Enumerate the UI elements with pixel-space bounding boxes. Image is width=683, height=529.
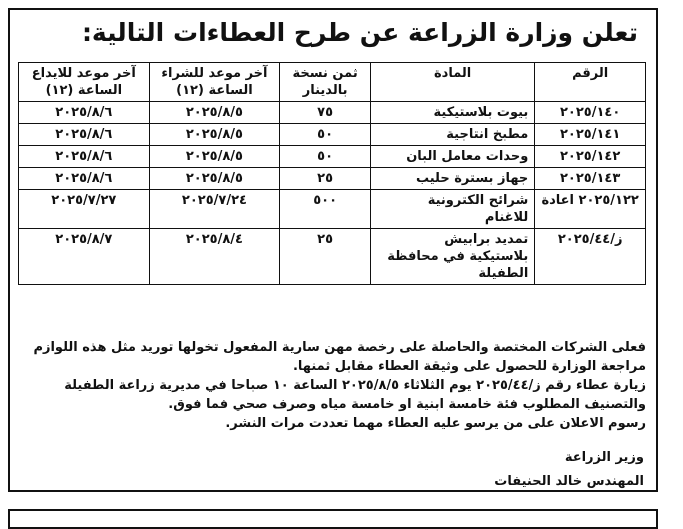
next-announcement-frame [8,509,658,529]
cell-last-purchase: ٢٠٢٥/٨/٤ [149,229,280,285]
header-last-purchase-line: آخر موعد للشراء [161,66,268,81]
cell-item [370,168,534,190]
signature-block [494,446,644,494]
cell-last-deposit: ٢٠٢٥/٨/٦ [19,124,150,146]
table-row [19,229,646,285]
header-item: المادة [370,63,534,102]
announcement-frame [8,8,658,492]
table-row [19,102,646,124]
table-row [19,146,646,168]
cell-number: ٢٠٢٥/١٤٣ [535,168,646,190]
cell-item-line: وحدات معامل البان [406,149,529,164]
cell-item-line: جهاز بسترة حليب [415,171,529,186]
cell-item [370,229,534,285]
header-price-line: ثمن نسخة [292,66,358,81]
header-price [280,63,371,102]
cell-last-purchase: ٢٠٢٥/٨/٥ [149,124,280,146]
body-line: مراجعة الوزارة للحصول على وثيقة العطاء مقابل ثمنها. [292,359,646,374]
cell-item [370,124,534,146]
table-row [19,190,646,229]
cell-item-line: بيوت بلاستيكية [433,105,529,120]
cell-last-deposit: ٢٠٢٥/٨/٧ [19,229,150,285]
body-line: زيارة عطاء رقم ز/٢٠٢٥/٤٤ يوم الثلاثاء ٢٠٢٥/٨/٥ الساعة ١٠ صباحا في مديرية زراعة الطفيلة [64,378,646,393]
cell-number: ٢٠٢٥/١٤١ [535,124,646,146]
header-last-deposit [19,63,150,102]
cell-last-deposit: ٢٠٢٥/٨/٦ [19,168,150,190]
cell-last-purchase: ٢٠٢٥/٨/٥ [149,102,280,124]
cell-last-purchase: ٢٠٢٥/٨/٥ [149,146,280,168]
cell-item [370,102,534,124]
cell-number: ٢٠٢٥/١٤٠ [535,102,646,124]
cell-last-purchase: ٢٠٢٥/٧/٢٤ [149,190,280,229]
cell-item-line: شرائح الكترونية [427,193,529,208]
signature-name: المهندس خالد الحنيفات [494,474,644,489]
tenders-table [18,62,646,285]
cell-number: ٢٠٢٥/١٢٢ اعادة [535,190,646,229]
cell-price: ٥٠٠ [280,190,371,229]
body-line: فعلى الشركات المختصة والحاصلة على رخصة مهن سارية المفعول تخولها توريد مثل هذه اللوازم [33,340,646,355]
header-last-deposit-line: الساعة (١٢) [45,83,123,98]
cell-item [370,146,534,168]
cell-item-line: الطفيلة [478,266,529,281]
cell-price: ٧٥ [280,102,371,124]
cell-price: ٥٠ [280,124,371,146]
cell-item-line: للاغنام [484,210,529,225]
header-number: الرقم [535,63,646,102]
cell-item-line: تمديد برابيش [444,232,529,247]
header-last-purchase [149,63,280,102]
header-price-line: بالدينار [302,83,348,98]
body-line: والتصنيف المطلوب فئة خامسة ابنية او خامسة مياه وصرف صحي فما فوق. [168,397,646,412]
cell-price: ٢٥ [280,229,371,285]
cell-item [370,190,534,229]
cell-item-line: مطبخ انتاجية [446,127,529,142]
cell-number: ٢٠٢٥/١٤٢ [535,146,646,168]
cell-price: ٥٠ [280,146,371,168]
table-row [19,168,646,190]
announcement-body [22,338,646,433]
signature-title: وزير الزراعة [564,450,644,465]
cell-last-purchase: ٢٠٢٥/٨/٥ [149,168,280,190]
cell-last-deposit: ٢٠٢٥/٨/٦ [19,146,150,168]
table-header-row [19,63,646,102]
cell-item-line: بلاستيكية في محافظة [387,249,529,264]
cell-last-deposit: ٢٠٢٥/٨/٦ [19,102,150,124]
table-row [19,124,646,146]
body-line: رسوم الاعلان على من يرسو عليه العطاء مهما تعددت مرات النشر. [225,416,646,431]
cell-number: ز/٢٠٢٥/٤٤ [535,229,646,285]
cell-last-deposit: ٢٠٢٥/٧/٢٧ [19,190,150,229]
announcement-title: تعلن وزارة الزراعة عن طرح العطاءات التالية: [81,18,638,47]
header-last-deposit-line: آخر موعد للايداع [31,66,136,81]
cell-price: ٢٥ [280,168,371,190]
header-last-purchase-line: الساعة (١٢) [176,83,253,98]
